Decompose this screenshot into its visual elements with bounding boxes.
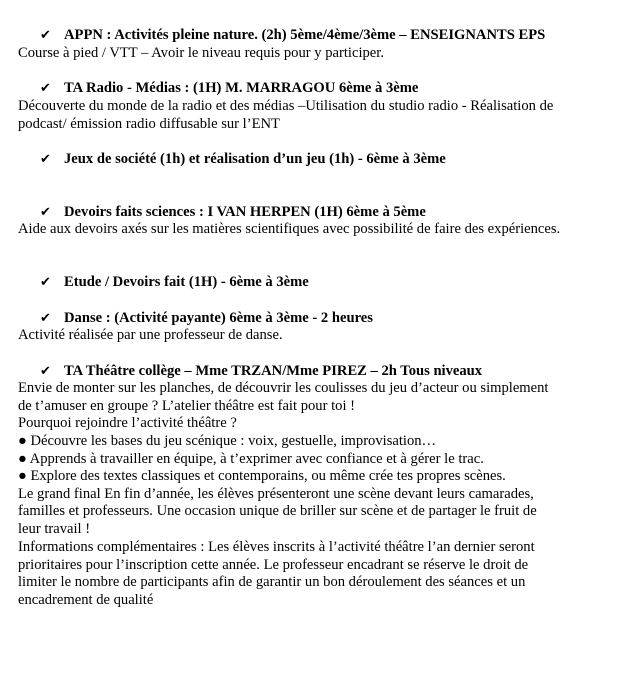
text-line: Pourquoi rejoindre l’activité théâtre ? (18, 415, 237, 431)
checkmark-icon: ✔ (40, 28, 51, 43)
text-line: Activité réalisée par une professeur de danse. (18, 327, 283, 343)
text-line: Envie de monter sur les planches, de découvrir les coulisses du jeu d’acteur ou simplement (18, 380, 549, 396)
text-line: prioritaires pour l’inscription cette année. Le professeur encadrant se réserve le droit de (18, 557, 529, 573)
heading-jeux-societe: ✔ Jeux de société (1h) et réalisation d’un jeu (1h) - 6ème à 3ème (40, 151, 446, 167)
text-line: Découverte du monde de la radio et des médias –Utilisation du studio radio - Réalisation de (18, 98, 554, 114)
checkmark-icon: ✔ (40, 152, 51, 167)
text-line: familles et professeurs. Une occasion unique de briller sur scène et de partager le fruit de (18, 503, 537, 519)
text-line: Le grand final En fin d’année, les élèves présenteront une scène devant leurs camarades, (18, 486, 534, 502)
bullet-item: ● Découvre les bases du jeu scénique : voix, gestuelle, improvisation… (18, 433, 437, 449)
text-line: de t’amuser en groupe ? L’atelier théâtre est fait pour toi ! (18, 398, 356, 414)
heading-theatre: ✔ TA Théâtre collège – Mme TRZAN/Mme PIREZ – 2h Tous niveaux (40, 363, 483, 379)
text-line: Course à pied / VTT – Avoir le niveau requis pour y participer. (18, 45, 384, 61)
heading-ta-radio: ✔ TA Radio - Médias : (1H) M. MARRAGOU 6ème à 3ème (40, 80, 419, 96)
bullet-item: ● Explore des textes classiques et contemporains, ou même crée tes propres scènes. (18, 468, 506, 484)
heading-etude: ✔ Etude / Devoirs fait (1H) - 6ème à 3ème (40, 274, 309, 290)
checkmark-icon: ✔ (40, 364, 51, 379)
checkmark-icon: ✔ (40, 311, 51, 326)
heading-appn: ✔ APPN : Activités pleine nature. (2h) 5ème/4ème/3ème – ENSEIGNANTS EPS (40, 27, 546, 43)
text-line: podcast/ émission radio diffusable sur l’ENT (18, 116, 280, 132)
checkmark-icon: ✔ (40, 205, 51, 220)
text-line: Informations complémentaires : Les élèves inscrits à l’activité théâtre l’an dernier seront (18, 539, 535, 555)
text-line: limiter le nombre de participants afin de garantir un bon déroulement des séances et un (18, 574, 526, 590)
heading-danse: ✔ Danse : (Activité payante) 6ème à 3ème - 2 heures (40, 310, 373, 326)
text-line: encadrement de qualité (18, 592, 154, 608)
bullet-item: ● Apprends à travailler en équipe, à t’exprimer avec confiance et à gérer le trac. (18, 451, 484, 467)
checkmark-icon: ✔ (40, 275, 51, 290)
heading-devoirs-sciences: ✔ Devoirs faits sciences : I VAN HERPEN (1H) 6ème à 5ème (40, 204, 426, 220)
checkmark-icon: ✔ (40, 81, 51, 96)
text-line: Aide aux devoirs axés sur les matières scientifiques avec possibilité de faire des expériences. (18, 221, 561, 237)
text-line: leur travail ! (18, 521, 91, 537)
